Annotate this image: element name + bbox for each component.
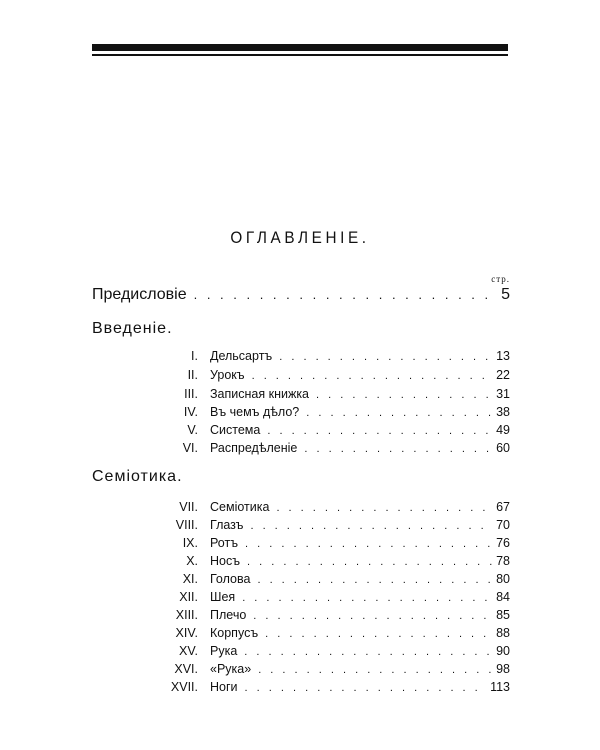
leader-dots [244, 556, 492, 568]
toc-entry-page: 38 [496, 405, 510, 419]
toc-entry-number: V. [187, 423, 198, 437]
toc-entry-page: 76 [496, 536, 510, 550]
toc-entry-page: 98 [496, 662, 510, 676]
toc-entry-page: 70 [496, 518, 510, 532]
toc-entry[interactable] [191, 349, 510, 363]
toc-entry-page: 85 [496, 608, 510, 622]
toc-entry-number: X. [186, 554, 198, 568]
section-heading-intro: Введеніе. [92, 320, 173, 337]
toc-entry-page: 67 [496, 500, 510, 514]
toc-entry-number: XIII. [175, 608, 198, 622]
toc-entry-preface[interactable] [92, 286, 510, 304]
toc-entry-number: IV. [183, 405, 198, 419]
leader-dots [276, 351, 492, 363]
toc-entry-label: Корпусъ [210, 626, 259, 640]
page-column-header: стр. [491, 274, 510, 284]
toc-entry[interactable] [186, 554, 510, 568]
toc-entry[interactable] [187, 423, 510, 437]
toc-entry-number: II. [187, 368, 198, 382]
leader-dots [313, 389, 492, 401]
toc-entry[interactable] [175, 518, 510, 532]
toc-entry-label: Глазъ [210, 518, 244, 532]
leader-dots [264, 425, 492, 437]
toc-entry-page: 22 [496, 368, 510, 382]
leader-dots [301, 443, 492, 455]
toc-entry-page: 84 [496, 590, 510, 604]
toc-entry-label: Семіотика [210, 500, 270, 514]
toc-entry-page: 49 [496, 423, 510, 437]
toc-entry[interactable] [179, 500, 510, 514]
toc-entry-label: Носъ [210, 554, 241, 568]
toc-entry-label: Урокъ [210, 368, 245, 382]
leader-dots [254, 574, 492, 586]
toc-entry-number: XVII. [170, 680, 198, 694]
toc-entry-page: 113 [490, 680, 510, 694]
header-rule-thin [92, 54, 508, 56]
toc-entry-page: 78 [496, 554, 510, 568]
toc-entry-page: 31 [496, 387, 510, 401]
toc-entry[interactable] [184, 387, 510, 401]
toc-entry-number: XVI. [174, 662, 198, 676]
leader-dots [241, 646, 492, 658]
toc-entry[interactable] [182, 572, 510, 586]
toc-entry-page: 88 [496, 626, 510, 640]
leader-dots [250, 610, 492, 622]
toc-entry-label: Рука [210, 644, 238, 658]
leader-dots [247, 520, 492, 532]
leader-dots [303, 407, 492, 419]
toc-entry[interactable] [182, 441, 510, 455]
toc-entry-label: «Рука» [210, 662, 252, 676]
toc-entry[interactable] [175, 608, 510, 622]
toc-entry-page: 90 [496, 644, 510, 658]
toc-entry-number: XI. [182, 572, 198, 586]
toc-entry[interactable] [170, 680, 510, 694]
toc-entry-label: Предисловіе [92, 286, 187, 303]
section-heading-semiotics: Семіотика. [92, 468, 183, 485]
toc-entry-page: 60 [496, 441, 510, 455]
toc-entry-number: XV. [178, 644, 198, 658]
toc-entry-number: VI. [182, 441, 198, 455]
leader-dots [249, 370, 493, 382]
toc-entry[interactable] [175, 626, 510, 640]
toc-entry-number: I. [191, 349, 198, 363]
toc-entry-label: Голова [210, 572, 251, 586]
toc-entry-label: Система [210, 423, 261, 437]
toc-entry-page: 13 [496, 349, 510, 363]
toc-entry-label: Плечо [210, 608, 247, 622]
toc-entry-label: Ноги [210, 680, 238, 694]
toc-entry-page: 80 [496, 572, 510, 586]
toc-entry[interactable] [178, 644, 510, 658]
toc-entry[interactable] [187, 368, 510, 382]
toc-entry-number: III. [184, 387, 198, 401]
leader-dots [191, 287, 498, 302]
leader-dots [242, 538, 492, 550]
header-rule-thick [92, 44, 508, 51]
page-title: ОГЛАВЛЕНІЕ. [230, 228, 370, 247]
toc-entry[interactable] [179, 590, 510, 604]
toc-entry-label: Распредѣленіе [210, 441, 298, 455]
toc-entry[interactable] [174, 662, 510, 676]
leader-dots [242, 682, 487, 694]
toc-entry-number: IX. [182, 536, 198, 550]
leader-dots [255, 664, 492, 676]
toc-entry-label: Шея [210, 590, 236, 604]
toc-entry-label: Дельсартъ [210, 349, 273, 363]
toc-entry-label: Ротъ [210, 536, 239, 550]
toc-entry-page: 5 [501, 286, 510, 303]
toc-entry-label: Въ чемъ дѣло? [210, 405, 300, 419]
leader-dots [262, 628, 492, 640]
leader-dots [273, 502, 492, 514]
toc-entry-label: Записная книжка [210, 387, 310, 401]
leader-dots [239, 592, 492, 604]
toc-entry-number: VII. [179, 500, 198, 514]
toc-entry[interactable] [182, 536, 510, 550]
toc-entry[interactable] [183, 405, 510, 419]
toc-entry-number: XIV. [175, 626, 198, 640]
toc-entry-number: XII. [179, 590, 198, 604]
toc-entry-number: VIII. [175, 518, 198, 532]
